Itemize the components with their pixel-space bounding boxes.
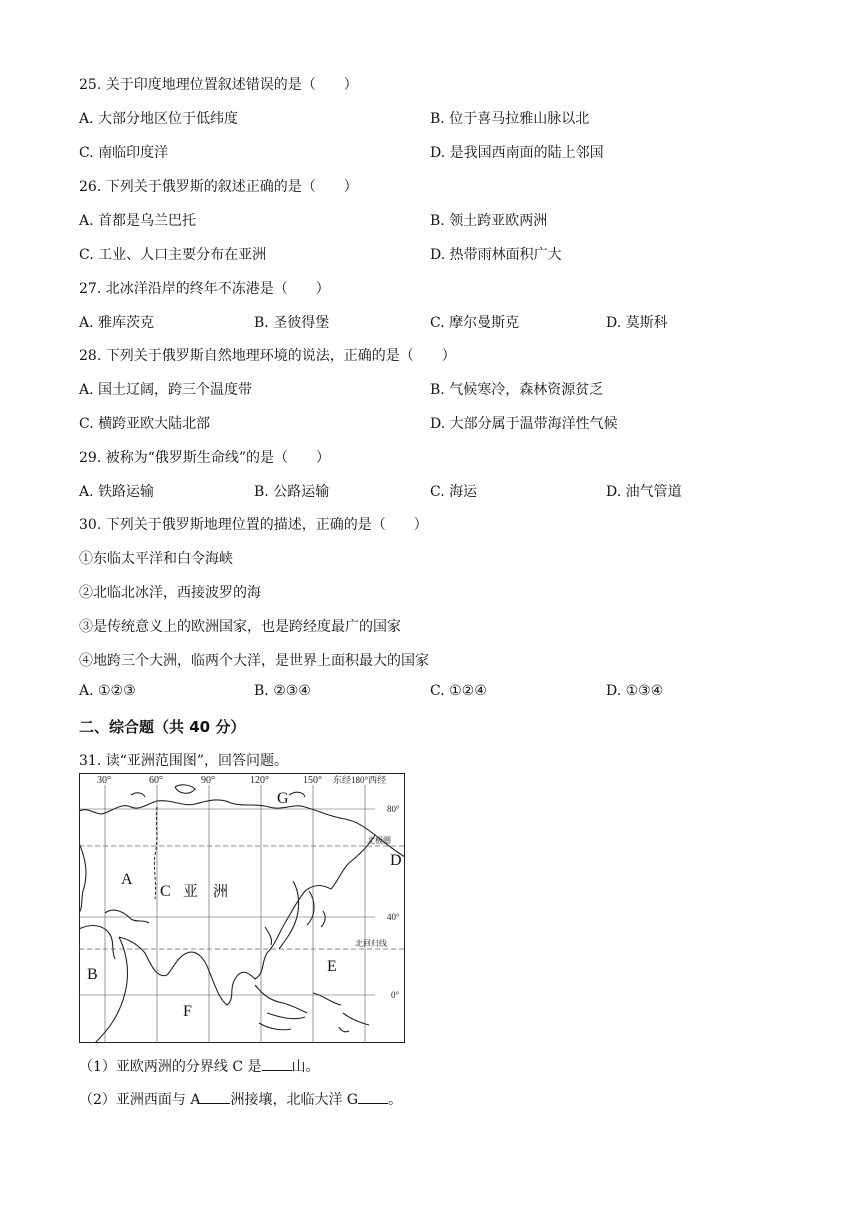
q26-option-b[interactable]: B. 领土跨亚欧两洲: [430, 213, 548, 229]
q30-statement-2: ②北临北冰洋，西接波罗的海: [79, 585, 261, 601]
q31-sub-1-post: 山。: [291, 1059, 320, 1075]
lat-label-0: 0°: [391, 990, 400, 1000]
q25-option-a[interactable]: A. 大部分地区位于低纬度: [79, 111, 239, 127]
q26-option-c[interactable]: C. 工业、人口主要分布在亚洲: [79, 247, 267, 263]
q31-sub-2: [79, 1089, 402, 1109]
q25-option-d[interactable]: D. 是我国西南面的陆上邻国: [430, 145, 604, 161]
q30-option-b[interactable]: B. ②③④: [254, 683, 311, 699]
q25-option-b[interactable]: B. 位于喜马拉雅山脉以北: [430, 111, 590, 127]
region-letter-d: D: [390, 852, 402, 869]
question-25-stem: 25. 关于印度地理位置叙述错误的是（ ）: [79, 77, 358, 93]
q28-option-a[interactable]: A. 国土辽阔，跨三个温度带: [79, 382, 253, 398]
q29-option-c[interactable]: C. 海运: [430, 484, 478, 500]
region-letter-g: G: [277, 790, 289, 807]
q29-option-d[interactable]: D. 油气管道: [606, 484, 682, 500]
region-letter-e: E: [327, 958, 337, 975]
tropic-cancer-label: 北回归线: [355, 939, 387, 948]
question-26-stem: 26. 下列关于俄罗斯的叙述正确的是（ ）: [79, 179, 358, 195]
q26-option-a[interactable]: A. 首都是乌兰巴托: [79, 213, 197, 229]
lon-label-60: 60°: [149, 775, 163, 786]
q30-statement-4: ④地跨三个大洲，临两个大洋，是世界上面积最大的国家: [79, 653, 429, 669]
map-frame: [80, 774, 405, 1043]
question-27-stem: 27. 北冰洋沿岸的终年不冻港是（ ）: [79, 281, 330, 297]
east-west-label: 东经180°西经: [333, 775, 387, 785]
q25-option-c[interactable]: C. 南临印度洋: [79, 145, 169, 161]
q31-sub-2-mid: 洲接壤，北临大洋 G: [230, 1092, 359, 1108]
region-letter-b: B: [87, 966, 98, 983]
q31-sub-2-pre: （2）亚洲西面与 A: [79, 1092, 201, 1108]
question-29-stem: 29. 被称为“俄罗斯生命线”的是（ ）: [79, 450, 331, 466]
region-letter-a: A: [121, 871, 133, 888]
region-letter-f: F: [183, 1003, 192, 1020]
lon-label-150: 150°: [303, 775, 322, 786]
q27-option-b[interactable]: B. 圣彼得堡: [254, 315, 330, 331]
q30-option-a[interactable]: A. ①②③: [79, 683, 136, 699]
lon-label-30: 30°: [97, 775, 111, 786]
question-30-stem: 30. 下列关于俄罗斯地理位置的描述，正确的是（ ）: [79, 517, 428, 533]
q30-option-c[interactable]: C. ①②④: [430, 683, 487, 699]
asia-range-map: [79, 773, 405, 1043]
region-letter-c: C: [160, 883, 171, 900]
lon-label-90: 90°: [201, 775, 215, 786]
q31-sub-2-post: 。: [388, 1092, 403, 1108]
q28-option-b[interactable]: B. 气候寒冷，森林资源贫乏: [430, 382, 604, 398]
q30-statement-1: ①东临太平洋和白令海峡: [79, 551, 233, 567]
q31-sub-1: [79, 1056, 320, 1076]
q26-option-d[interactable]: D. 热带雨林面积广大: [430, 247, 562, 263]
question-28-stem: 28. 下列关于俄罗斯自然地理环境的说法，正确的是（ ）: [79, 348, 456, 364]
q28-option-c[interactable]: C. 横跨亚欧大陆北部: [79, 416, 211, 432]
question-31-stem: 31. 读“亚洲范围图”，回答问题。: [79, 753, 289, 769]
q30-option-d[interactable]: D. ①③④: [606, 683, 664, 699]
q31-sub-1-pre: （1）亚欧两洲的分界线 C 是: [79, 1059, 262, 1075]
q28-option-d[interactable]: D. 大部分属于温带海洋性气候: [430, 416, 618, 432]
lat-label-40: 40°: [387, 912, 400, 922]
lat-label-80: 80°: [387, 804, 400, 814]
q29-option-a[interactable]: A. 铁路运输: [79, 484, 155, 500]
q31-blank-a[interactable]: [200, 1091, 230, 1104]
section-2-title: 二、综合题（共 40 分）: [79, 718, 246, 736]
q27-option-d[interactable]: D. 莫斯科: [606, 315, 668, 331]
lon-label-120: 120°: [250, 775, 269, 786]
q31-blank-c[interactable]: [262, 1058, 292, 1071]
q31-blank-g[interactable]: [358, 1091, 388, 1104]
arctic-circle-label: 北极圈: [367, 836, 391, 845]
q30-statement-3: ③是传统意义上的欧洲国家，也是跨经度最广的国家: [79, 619, 401, 635]
asia-label: 亚 洲: [183, 884, 229, 900]
q29-option-b[interactable]: B. 公路运输: [254, 484, 330, 500]
q27-option-c[interactable]: C. 摩尔曼斯克: [430, 315, 520, 331]
q27-option-a[interactable]: A. 雅库茨克: [79, 315, 155, 331]
